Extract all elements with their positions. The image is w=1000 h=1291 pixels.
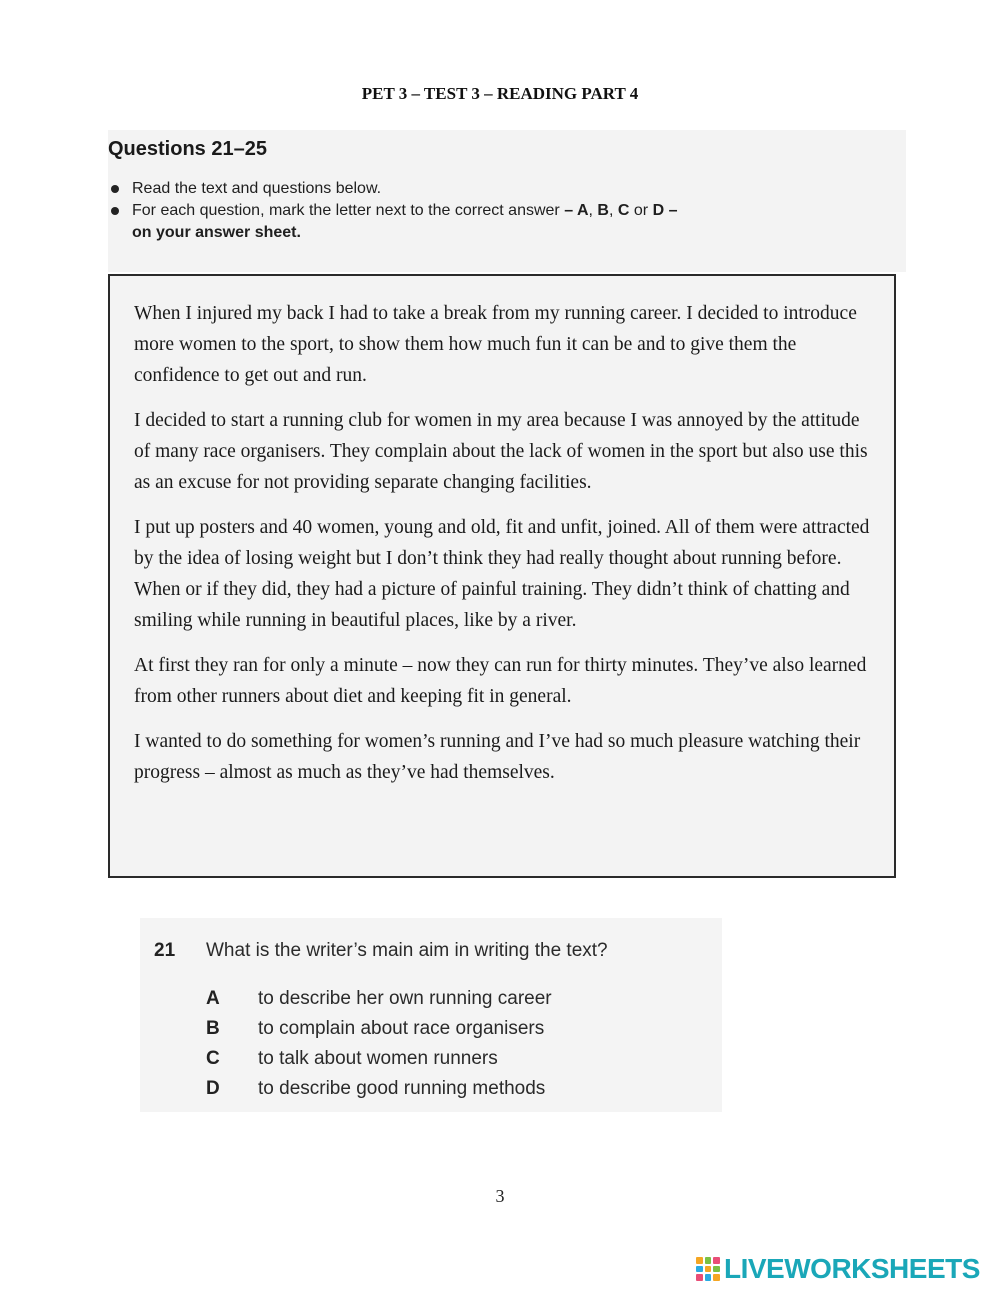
instruction-text-2: For each question, mark the letter next to the correct answer (132, 202, 560, 219)
logo-tile (705, 1257, 712, 1264)
question-21 (140, 918, 722, 1112)
instruction-suffix: on your answer sheet. (132, 224, 301, 241)
option-text: to complain about race organisers (258, 1018, 545, 1039)
logo-tile (713, 1257, 720, 1264)
instruction-dash: – (559, 202, 577, 219)
logo-tile (696, 1274, 703, 1281)
reading-text-box (108, 274, 896, 878)
questions-heading: Questions 21–25 (108, 138, 267, 160)
bullet-icon (111, 207, 119, 215)
logo-tile (705, 1266, 712, 1273)
option-letter: B (206, 1018, 220, 1039)
passage-paragraph: At first they ran for only a minute – now they can run for thirty minutes. They’ve also learned from other runners about diet and keeping fit in general. (134, 655, 867, 707)
instruction-text-1: Read the text and questions below. (132, 180, 382, 197)
logo-tile (713, 1274, 720, 1281)
liveworksheets-icon (696, 1257, 720, 1281)
logo-tile (705, 1274, 712, 1281)
question-number: 21 (154, 940, 176, 961)
logo-tile (696, 1257, 703, 1264)
sep: , (588, 202, 598, 219)
instruction-list (108, 178, 832, 244)
passage-paragraph: When I injured my back I had to take a break from my running career. I decided to introduce more women to the sport, to show them how much fun it can be and to give them the confidence to get out and run. (134, 303, 857, 386)
liveworksheets-logo (696, 1254, 980, 1284)
instructions-panel (108, 130, 906, 272)
option-letter: D (206, 1078, 220, 1099)
passage-paragraph: I put up posters and 40 women, young and old, fit and unfit, joined. All of them were attracted by the idea of losing weight but I don’t think they had really thought about running before. When or if they did, they had a picture of painful training. They didn’t think of chatting and smiling while running in beautiful places, like by a river. (134, 517, 870, 631)
passage-paragraph: I wanted to do something for women’s running and I’ve had so much pleasure watching their progress – almost as much as they’ve had themselves. (134, 731, 861, 783)
answer-option-a[interactable] (206, 984, 552, 1014)
reading-passage (134, 298, 878, 802)
instruction-dash-end: – (664, 202, 678, 219)
option-text: to talk about women runners (258, 1048, 498, 1069)
letter-d: D (652, 202, 665, 219)
letter-b: B (597, 202, 609, 219)
brand-name: LIVEWORKSHEETS (724, 1253, 980, 1284)
option-text: to describe good running methods (258, 1078, 546, 1099)
instruction-item (108, 178, 832, 200)
bullet-icon (111, 185, 119, 193)
logo-tile (696, 1266, 703, 1273)
logo-tile (713, 1266, 720, 1273)
page-number: 3 (495, 1186, 505, 1206)
page-title: PET 3 – TEST 3 – READING PART 4 (361, 84, 639, 103)
answer-option-d[interactable] (206, 1074, 552, 1104)
sep: , (608, 202, 618, 219)
option-text: to describe her own running career (258, 988, 552, 1009)
letter-c: C (617, 202, 630, 219)
sep: or (629, 202, 653, 219)
letter-a: A (576, 202, 589, 219)
answer-option-c[interactable] (206, 1044, 552, 1074)
question-text: What is the writer’s main aim in writing the text? (206, 940, 608, 961)
option-letter: C (206, 1048, 220, 1069)
option-letter: A (206, 988, 220, 1009)
answer-option-b[interactable] (206, 1014, 552, 1044)
answer-options (206, 984, 552, 1104)
passage-paragraph: I decided to start a running club for women in my area because I was annoyed by the attitude of many race organisers. They complain about the lack of women in the sport but also use this as an excuse for not providing separate changing facilities. (134, 410, 868, 493)
instruction-item (108, 200, 832, 244)
